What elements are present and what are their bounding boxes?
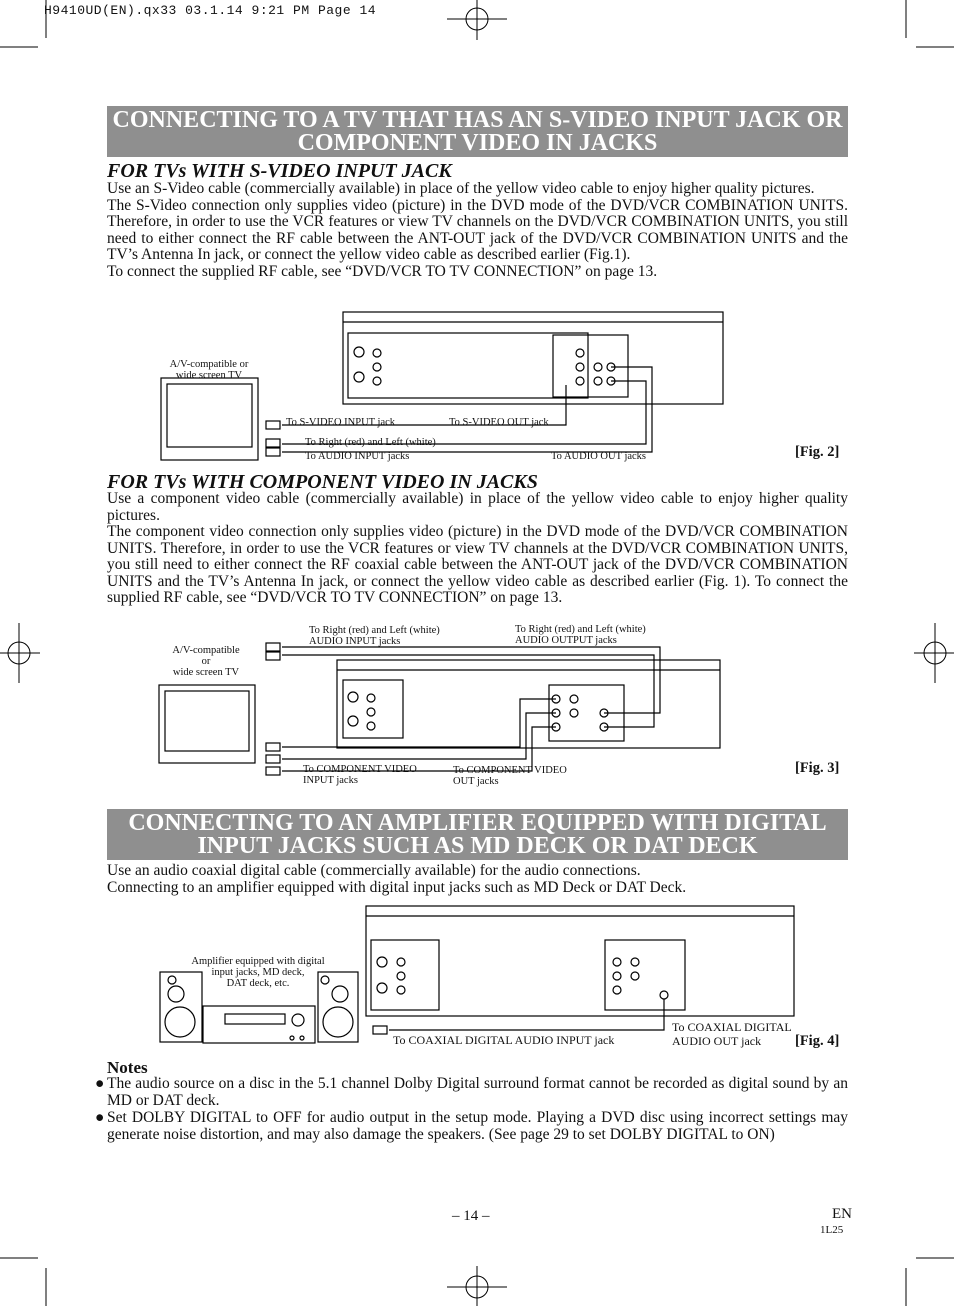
paragraph: Connecting to an amplifier equipped with digital input jacks such as MD Deck or DAT Deck. [107, 878, 687, 896]
list-item [95, 1110, 848, 1143]
section-banner-amplifier [107, 809, 848, 860]
paragraph: The S-Video connection only supplies video (picture) in the DVD mode of the DVD/VCR COMBINATION UNITS. Therefore, in order to use the VCR features or view TV channels on the DVD/VCR COMBINATION UNITS, you still need to either connect the RF cable between the ANT-OUT jack of the DVD/VCR COMBINATION UNITS and the TV’s Antenna In jack, or connect the yellow video cable as described earlier (Fig.1). [107, 196, 848, 263]
paragraph: The component video connection only supplies video (picture) in the DVD mode of the DVD/VCR COMBINATION UNITS. Therefore, in order to use the VCR features or view TV channels at the DVD/VCR COMBINATION UNITS, you still need to either connect the RF coaxial cable between the ANT-OUT jack of the DVD/VCR COMBINATION UNITS and the TV’s Antenna In jack, or connect the yellow video cable as described earlier (Fig. 1). To connect the supplied RF cable, see “DVD/VCR TO TV CONNECTION” on page 13. [107, 523, 848, 606]
tv-label-line: or [201, 656, 211, 667]
paragraph: To connect the supplied RF cable, see “DVD/VCR TO TV CONNECTION” on page 13. [107, 262, 658, 280]
notes-list [95, 1076, 848, 1144]
section-banner-tv [107, 106, 848, 157]
dvd-vcr-unit [366, 906, 794, 1016]
fig2-diagram [0, 305, 954, 465]
fig3-tv-label [165, 645, 247, 678]
tv-set [161, 378, 258, 460]
fig4-coax-out-label [672, 1020, 792, 1048]
fig3-comp-in-label [303, 764, 417, 786]
label-line: Amplifier equipped with digital [191, 956, 325, 967]
fig4-coax-in-label: To COAXIAL DIGITAL AUDIO INPUT jack [393, 1033, 615, 1047]
notes-title: Notes [107, 1058, 148, 1077]
label-line: input jacks, MD deck, [211, 967, 305, 978]
label-line: AUDIO INPUT jacks [309, 636, 401, 647]
banner-line: CONNECTING TO A TV THAT HAS AN S-VIDEO INPUT JACK OR [112, 107, 843, 133]
fig4-caption: [Fig. 4] [795, 1033, 840, 1049]
label-line: To COMPONENT VIDEO [303, 764, 417, 775]
fig2-rl-label: To Right (red) and Left (white) [305, 437, 436, 448]
paragraph: Use an S-Video cable (commercially available) in place of the yellow video cable to enjoy higher quality pictures. [107, 180, 815, 197]
label-line: To COAXIAL DIGITAL [672, 1020, 792, 1034]
svideo-paragraphs [107, 181, 848, 280]
fig3-in-label [309, 625, 440, 647]
fig2-svideo-in-label: To S-VIDEO INPUT jack [286, 417, 396, 428]
subheading-svideo: FOR TVs WITH S-VIDEO INPUT JACK [107, 160, 452, 182]
component-paragraphs [107, 491, 848, 607]
note-text: Set DOLBY DIGITAL to OFF for audio output in the setup mode. Playing a DVD disc using incorrect settings may generate noise distortion, and may also damage the speakers. (See page 29 to set DOLBY DIGITAL to ON) [107, 1109, 848, 1143]
tv-label-line: wide screen TV [175, 370, 243, 381]
bullet-icon: ● [95, 1109, 105, 1126]
banner-line: CONNECTING TO AN AMPLIFIER EQUIPPED WITH DIGITAL [128, 810, 827, 836]
tv-label-line: wide screen TV [172, 667, 240, 678]
fig2-svideo-out-label: To S-VIDEO OUT jack [449, 417, 549, 428]
file-info-header: H9410UD(EN).qx33 03.1.14 9:21 PM Page 14 [44, 3, 377, 18]
bullet-icon: ● [95, 1075, 105, 1092]
fig2-audio-out-label: To AUDIO OUT jacks [551, 451, 647, 462]
note-text: The audio source on a disc in the 5.1 channel Dolby Digital surround format cannot be recorded as digital sound by an MD or DAT deck. [107, 1075, 848, 1109]
fig4-diagram [0, 900, 954, 1050]
banner-line: INPUT JACKS SUCH AS MD DECK OR DAT DECK [197, 833, 758, 859]
paragraph: Use an audio coaxial digital cable (commercially available) for the audio connections. [107, 862, 641, 879]
fig2-audio-in-label: To AUDIO INPUT jacks [305, 451, 410, 462]
label-line: To Right (red) and Left (white) [309, 625, 440, 636]
label-line: To Right (red) and Left (white) [515, 624, 646, 635]
dvd-vcr-unit [343, 312, 723, 404]
label-line: AUDIO OUTPUT jacks [515, 635, 617, 646]
label-line: DAT deck, etc. [226, 978, 290, 989]
fig3-caption: [Fig. 3] [795, 760, 840, 776]
tv-label-line: A/V-compatible or [169, 359, 249, 370]
list-item [95, 1076, 848, 1109]
fig2-tv-label [165, 359, 253, 381]
label-line: OUT jacks [453, 776, 499, 787]
fig2-caption: [Fig. 2] [795, 444, 840, 460]
subheading-component: FOR TVs WITH COMPONENT VIDEO IN JACKS [107, 471, 538, 493]
tv-label-line: A/V-compatible [172, 645, 240, 656]
fig3-out-label [515, 624, 646, 646]
product-code: 1L25 [820, 1224, 844, 1236]
paragraph: Use a component video cable (commercially available) in place of the yellow video cable to enjoy higher quality pictures. [107, 490, 848, 524]
label-line: INPUT jacks [303, 775, 358, 786]
page-number: – 14 – [452, 1208, 490, 1224]
amplifier-paragraphs [107, 863, 848, 896]
banner-line: COMPONENT VIDEO IN JACKS [297, 130, 658, 156]
dvd-vcr-unit [337, 660, 720, 748]
label-line: AUDIO OUT jack [672, 1034, 762, 1048]
label-line: To COMPONENT VIDEO [453, 765, 567, 776]
fig3-comp-out-label [453, 765, 567, 787]
language-code: EN [832, 1206, 852, 1222]
fig4-amp-label [178, 956, 338, 989]
